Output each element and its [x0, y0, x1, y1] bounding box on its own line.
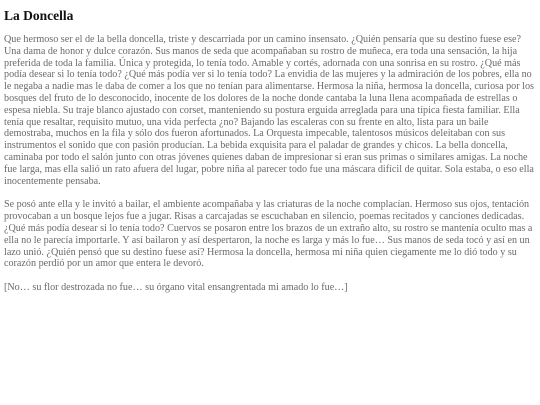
paragraph-3: [No… su flor destrozada no fue… su órgano vital ensangrentada mi amado lo fue…] [4, 282, 348, 294]
paragraph-1: Que hermoso ser el de la bella doncella, triste y descarriada por un camino insensato. ¿Quién pensaría que su destino fuese ese? Una dama de honor y dulce corazón. Sus manos de seda que acompañaban su rostro de muñeca, era toda una sensación, la hija preferida de toda la familia. Única y protegida, lo tenía todo. Amable y cortés, adornada con una sonrisa en su rostro. ¿Qué más podía desear si lo tenía todo? ¿Qué más podía ver si lo tenía todo? La envidia de las mujeres y la admiración de los pobres, ella no le negaba a nadie mas le daba de comer a los que no tenían para alimentarse. Hermosa la niña, hermosa la doncella, curiosa por los bosques del fruto de lo desconocido, inocente de los dolores de la noche donde cantaba la luna llena acompañada de estrellas o espesa niebla. Su traje blanco ajustado con corset, manteniendo su postura erguida arreglada para una típica fiesta familiar. Ella tenía que resaltar, requisito mutuo, una vida perfecta ¿no? Bajando las escaleras con su frente en alto, lista para un baile demostraba, muchos en la fila y sólo dos fueron afortunados. La Orquesta impecable, talentosos músicos deleitaban con sus instrumentos el sonido que con pasión producían. La bebida exquisita para el paladar de grandes y chicos. La bella doncella, caminaba por todo el salón junto con otras jóvenes quienes daban de impresionar si eran sus primas o similares amigas. La noche fue larga, mas ella salió un rato afuera del lugar, pobre niña al parecer todo fue una máscara difícil de quitar. Sola estaba, o eso ella inocentemente pensaba. [4, 34, 534, 187]
document-title: La Doncella [4, 8, 74, 23]
paragraph-2: Se posó ante ella y le invitó a bailar, el ambiente acompañaba y las criaturas de la noche complacían. Hermoso sus ojos, tentación provocaban a un bosque lejos fue a jugar. Risas a carcajadas se escuchaban en silencio, poemas recitados y canciones dedicadas. ¿Qué más podía desear si lo tenía todo? Cuervos se posaron entre los brazos de un extraño alto, su rostro se mantenía oculto mas a ella no le parecía importarle. Y así bailaron y así despertaron, la noche es larga y más lo fue… Sus manos de seda tocó y así en un lazo unió. ¿Quién pensó que su destino fuese así? Hermosa la doncella, hermosa mi niña quien ciegamente me lo dió todo y su corazón perdió por un amor que entera le devoró. [4, 199, 533, 270]
